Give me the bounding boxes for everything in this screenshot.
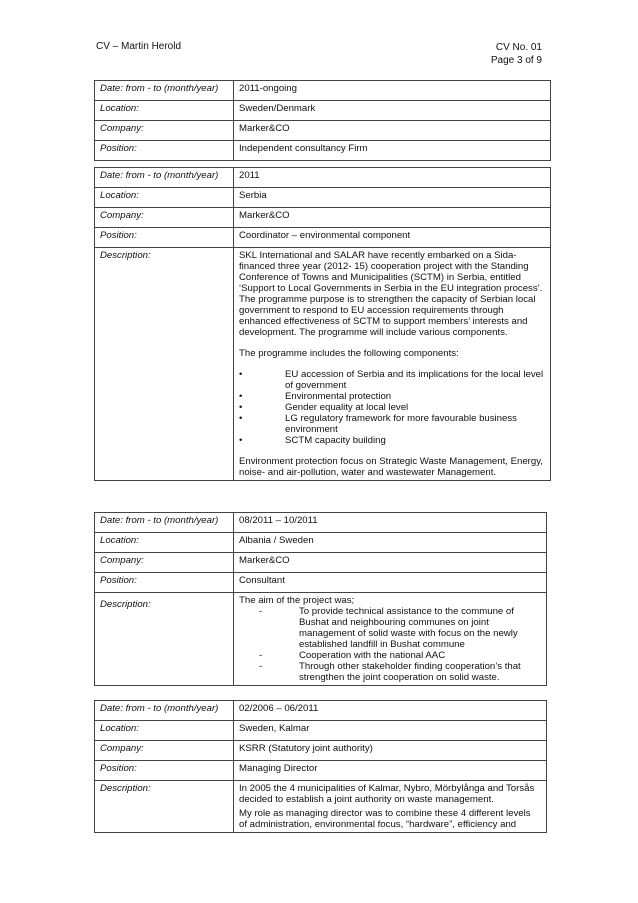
date-value: 2011-ongoing — [234, 81, 551, 101]
list-item — [239, 661, 541, 683]
location-label: Location: — [95, 533, 234, 553]
position-value: Consultant — [234, 573, 547, 593]
table-row — [95, 513, 547, 533]
table-row — [95, 188, 551, 208]
description-cell — [234, 593, 547, 686]
description-paragraph: In 2005 the 4 municipalities of Kalmar, Nybro, Mörbylånga and Torsås decided to establish a joint authority on waste management. — [239, 783, 535, 805]
description-label: Description: — [95, 593, 234, 686]
list-item-text: LG regulatory framework for more favourable business environment — [285, 413, 517, 435]
dash-marker: - — [259, 650, 263, 661]
list-item — [239, 402, 545, 413]
experience-table-2 — [94, 167, 551, 481]
table-row — [95, 553, 547, 573]
company-value: KSRR (Statutory joint authority) — [234, 741, 547, 761]
dash-marker: - — [259, 661, 263, 672]
bullet-marker: • — [239, 391, 243, 402]
location-value: Serbia — [234, 188, 551, 208]
list-item — [239, 650, 541, 661]
experience-table-3 — [94, 512, 547, 686]
table-row — [95, 208, 551, 228]
position-value: Managing Director — [234, 761, 547, 781]
list-item-text: Cooperation with the national AAC — [299, 650, 446, 661]
bullet-marker: • — [239, 369, 243, 380]
location-label: Location: — [95, 188, 234, 208]
company-value: Marker&CO — [234, 208, 551, 228]
table-row — [95, 761, 547, 781]
table-row — [95, 248, 551, 481]
location-label: Location: — [95, 721, 234, 741]
company-label: Company: — [95, 553, 234, 573]
table-row — [95, 168, 551, 188]
header-cv-number: CV No. 01 — [495, 42, 542, 53]
description-paragraph: My role as managing director was to combine these 4 different levels of administration, environmental focus, “hardware”, efficiency and — [239, 808, 531, 830]
table-row — [95, 228, 551, 248]
table-row — [95, 533, 547, 553]
list-item-text: Gender equality at local level — [285, 402, 409, 413]
list-item-text: Environmental protection — [285, 391, 392, 402]
description-intro: The aim of the project was; — [239, 595, 355, 606]
location-value: Sweden, Kalmar — [234, 721, 547, 741]
date-value: 2011 — [234, 168, 551, 188]
location-label: Location: — [95, 101, 234, 121]
company-value: Marker&CO — [234, 121, 551, 141]
date-value: 02/2006 – 06/2011 — [234, 701, 547, 721]
dash-marker: - — [259, 606, 263, 617]
bullet-marker: • — [239, 413, 243, 424]
table-row — [95, 721, 547, 741]
position-label: Position: — [95, 573, 234, 593]
list-item — [239, 391, 545, 402]
components-list — [239, 369, 545, 446]
company-value: Marker&CO — [234, 553, 547, 573]
position-label: Position: — [95, 761, 234, 781]
description-label: Description: — [95, 248, 234, 481]
table-row — [95, 573, 547, 593]
date-label: Date: from - to (month/year) — [95, 81, 234, 101]
list-item-text: SCTM capacity building — [285, 435, 386, 446]
description-label: Description: — [95, 781, 234, 833]
description-paragraph: Environment protection focus on Strategic Waste Management, Energy, noise- and air-pollution, water and wastewater Management. — [239, 456, 543, 478]
table-row — [95, 701, 547, 721]
description-cell — [234, 248, 551, 481]
experience-table-4 — [94, 700, 547, 833]
description-cell — [234, 781, 547, 833]
list-item-text: Through other stakeholder finding cooperation’s that strengthen the joint cooperation on solid waste. — [299, 661, 521, 683]
table-row — [95, 121, 551, 141]
location-value: Albania / Sweden — [234, 533, 547, 553]
list-item-text: To provide technical assistance to the commune of Bushat and neighbouring communes on joint management of solid waste with focus on the newly established landfill in Bushat commune — [299, 606, 518, 650]
table-row — [95, 741, 547, 761]
header-author: CV – Martin Herold — [96, 41, 182, 52]
list-item-text: EU accession of Serbia and its implications for the local level of government — [285, 369, 544, 391]
header-page-number: Page 3 of 9 — [490, 55, 542, 66]
position-value: Independent consultancy Firm — [234, 141, 551, 161]
date-value: 08/2011 – 10/2011 — [234, 513, 547, 533]
position-label: Position: — [95, 141, 234, 161]
project-aims-list — [239, 606, 541, 683]
list-item — [239, 413, 545, 435]
description-paragraph: SKL International and SALAR have recently embarked on a Sida-financed three year (2012- 15) cooperation project with the Standing Conference of Towns and Municipalities (SCTM) in Serbia, entitled ‘Support to Local Governments in Serbia in the EU integration process’. The programme purpose is to strengthen the capacity of Serbian local government to respond to EU accession requirements through enhanced effectiveness of SCTM to support members’ interests and development. The programme will include various components. — [239, 250, 543, 338]
position-value: Coordinator – environmental component — [234, 228, 551, 248]
company-label: Company: — [95, 741, 234, 761]
list-item — [239, 606, 541, 650]
table-row — [95, 593, 547, 686]
date-label: Date: from - to (month/year) — [95, 168, 234, 188]
list-item — [239, 435, 545, 446]
header-cv-info — [491, 41, 542, 67]
table-row — [95, 101, 551, 121]
date-label: Date: from - to (month/year) — [95, 701, 234, 721]
bullet-marker: • — [239, 402, 243, 413]
description-paragraph: The programme includes the following components: — [239, 348, 459, 359]
table-row — [95, 141, 551, 161]
experience-table-1 — [94, 80, 551, 161]
date-label: Date: from - to (month/year) — [95, 513, 234, 533]
bullet-marker: • — [239, 435, 243, 446]
location-value: Sweden/Denmark — [234, 101, 551, 121]
company-label: Company: — [95, 121, 234, 141]
table-row — [95, 781, 547, 833]
position-label: Position: — [95, 228, 234, 248]
table-row — [95, 81, 551, 101]
company-label: Company: — [95, 208, 234, 228]
list-item — [239, 369, 545, 391]
